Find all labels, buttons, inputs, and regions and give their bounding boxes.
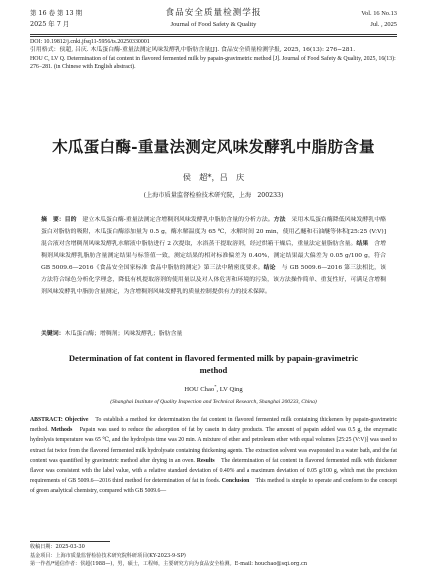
methods-text-cn: 采用木瓜蛋白酶降低风味发酵乳中酪蛋白对脂肪的吸附，木瓜蛋白酶添加量为 0.5 g，酶水解温度为 65 ℃，水解时间 20 min，使用乙醚和石油醚等体积[25:25 (V:V)]混合液对含增稠剂风味发酵乳水解液中脂肪进行 2 次提取，水浴蒸干提取溶剂，经过烘箱干燥后，重量法定量脂肪含量。 [41,217,387,248]
methods-label-en: Methods [50,427,73,434]
abstract-label-cn: 摘 要： [41,216,65,223]
footnote-rule [30,541,110,542]
abstract-en [30,415,397,497]
objective-label-en: Objective [64,417,89,423]
citation-block [30,38,397,71]
affiliation-en: (Shanghai Institute of Quality Inspection and Technical Research, Shanghai 200233, China) [110,399,317,405]
journal-name-en: Journal of Food Safety & Quality [170,21,257,28]
results-label-en: Results [196,457,215,464]
received-date: 收稿日期：2025-03-30 [30,544,85,550]
keywords-label-cn: 关键词： [41,330,65,337]
author-lv: , LV Qing [216,386,243,394]
author-hou: HOU Chao [184,386,215,394]
objective-text-en: To establish a method for determination the fat content in flavored fermented milk containing thickeners by papain-gravimetric method. [30,417,398,434]
keywords-text-cn: 木瓜蛋白酶；增稠剂；风味发酵乳；脂肪含量 [64,331,183,337]
issue-date: 2025 年 7 月 [30,20,70,28]
header-volume-en [361,8,397,30]
header-rule-thin [30,36,397,37]
affiliation-cn: (上海市质量监督检验技术研究院，上海 200233) [143,192,284,199]
corresponding-mark: * [214,384,217,389]
journal-name-cn: 食品安全质量检测学报 [165,8,262,18]
fund-project: 基金项目：上海市质量监督检验技术研究院科研项目(KY-2023-9-SP) [30,552,186,559]
conclusion-label-en: Conclusion [221,478,250,485]
methods-text-en: Papain was used to reduce the adsorption of fat by casein in dairy products. The amount of papain added was 0.5 g, the enzymatic hydrolysis temperature was 65 ℃, and the hydrolysis time was 20 min. A mixture of ether and petroleum ether with equal volumes [25:25 (V:V)] was used to extract fat twice from the flavored fermented milk hydrolysate containing thickening agents. The extraction solvent was evaporated in a water bath, and the fat content was quantified by gravimetric method after drying in an oven. [30,427,398,464]
footnotes [30,543,397,569]
abstract-cn [41,214,386,298]
conclusion-text-en: This method is simple to operate and conform to the concept of green analytical chemistry, compared with GB 5009.6— [30,478,397,495]
keywords-cn [41,329,386,339]
citation-en: HOU C, LV Q. Determination of fat content in flavored fermented milk by papain-gravimetric method [J]. Journal of Food Safety & Quality, 2025, 16(13): 276−281. (in Chinese with English abstract). [30,55,396,70]
authors-cn: 侯 超*，吕 庆 [182,172,245,182]
article-title-cn: 木瓜蛋白酶-重量法测定风味发酵乳中脂肪含量 [52,137,375,156]
results-label-cn: 结果 [356,240,369,248]
header-journal [30,8,397,30]
citation-cn [30,46,397,54]
methods-label-cn: 方法 [273,216,286,223]
objective-text-cn: 建立木瓜蛋白酶-重量法测定含增稠剂风味发酵乳中脂肪含量的分析方法。 [82,217,274,223]
doi[interactable]: DOI: 10.19812/j.cnki.jfsq11-5956/ts.20250330001 [30,39,150,45]
conclusion-label-cn: 结论 [263,264,276,272]
header-rule [30,34,397,35]
volume-issue-en: Vol. 16 No.13 [361,10,397,17]
article-title-en: Determination of fat content in flavored fermented milk by papain-gravimetric method [68,353,359,376]
issue-date-en: Jul. , 2025 [370,21,397,28]
abstract-label-en: ABSTRACT: [30,417,63,423]
conclusion-text-cn: 与 GB 5009.6—2016 第三法相比，该方法符合绿色分析化学理念，降低有机提取溶剂的使用量以及对人体危害和环境的污染，该方法操作简单、重复性好，可满足含增稠剂风味发酵乳中脂肪含量测定，为含增稠剂风味发酵乳的质量控制提供有力的技术保障。 [41,265,387,295]
results-text-en: The determination of fat content in flavored fermented milk with thickener flavor was consistent with the label value, with a relative standard deviation of 0.40% and a maximum deviation of 0.05 g/100 g, which met the precision requirements of GB 5009.6—2016 third method for determination of fat in foods. [30,457,398,485]
citation-label: 引用格式： [30,47,60,54]
objective-label-cn: 目的 [64,216,77,223]
author-info: 第一作者/*通信作者：侯超(1988—)，男，硕士，工程师，主要研究方向为食品安全检测。E-mail: houchao@sqi.org.cn [30,561,308,568]
results-text-cn: 含增稠剂风味发酵乳脂肪含量测定结果与标签值一致，测定结果的相对标准偏差为 0.40%，测定结果最大偏差为 0.05 g/100 g，符合 GB 5009.6—2016《食品安全国家标准 食品中脂肪的测定》第三法中精密度要求。 [41,241,386,272]
authors-en [0,384,427,393]
citation-cn-text: 侯超, 吕庆. 木瓜蛋白酶-重量法测定风味发酵乳中脂肪含量[J]. 食品安全质量检测学报, 2025, 16(13): 276−281. [59,47,356,54]
volume-issue: 第 16 卷 第 13 期 [30,9,82,17]
